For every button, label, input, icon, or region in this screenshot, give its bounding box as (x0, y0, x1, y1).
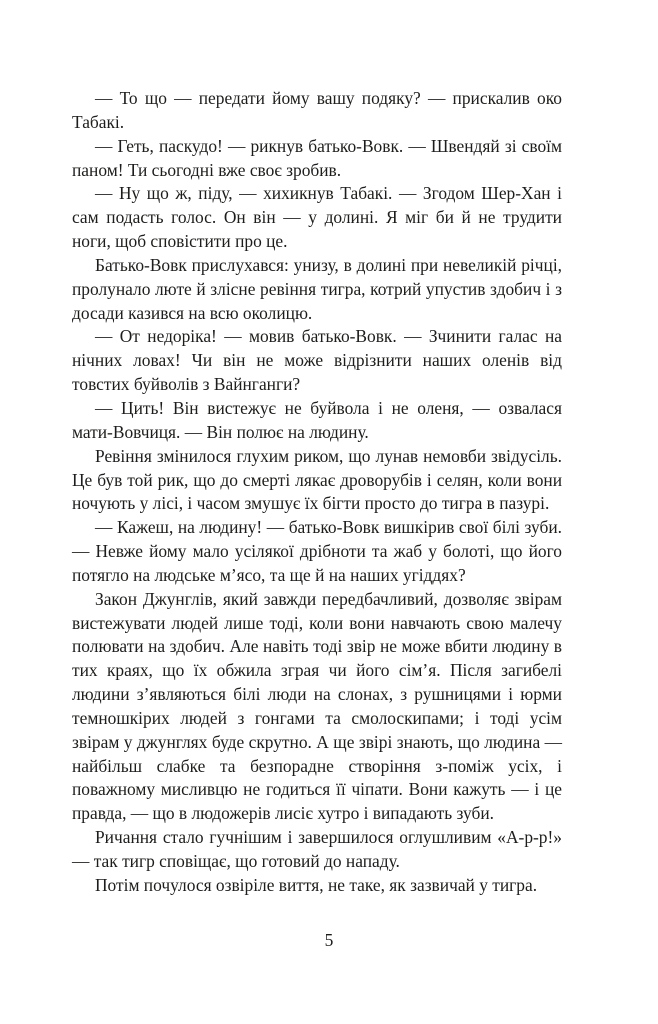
paragraph: Батько-Вовк прислухався: унизу, в долині при невеликій річці, пролунало люте й злісне ревіння тигра, котрий упустив здобич і з досади казився на всю околицю. (72, 254, 562, 323)
page-number: 5 (324, 930, 334, 950)
paragraph: Потім почулося озвіріле виття, не таке, як зазвичай у тигра. (95, 874, 538, 895)
paragraph: Ричання стало гучнішим і завершилося оглушливим «А-р-р!» — так тигр сповіщає, що готовий до нападу. (72, 827, 562, 871)
paragraph: — Цить! Він вистежує не буйвола і не оленя, — озвалася мати-Вовчиця. — Він полює на людину. (72, 397, 562, 442)
page-text (72, 87, 562, 898)
paragraph: — То що — передати йому вашу подяку? — прискалив око Табакі. (72, 88, 562, 132)
paragraph: — Геть, паскудо! — рикнув батько-Вовк. — Швендяй зі своїм паном! Ти сьогодні вже своє зробив. (72, 135, 562, 180)
paragraph: — Ну що ж, піду, — хихикнув Табакі. — Згодом Шер-Хан і сам подасть голос. Он він — у долині. Я міг би й не трудити ноги, щоб сповістити про це. (72, 183, 562, 252)
paragraph: — Кажеш, на людину! — батько-Вовк вишкірив свої білі зуби. — Невже йому мало усілякої дрібноти та жаб у болоті, що його потягло на людське м’ясо, та ще й на наших угіддях? (72, 517, 562, 585)
paragraph: Закон Джунглів, який завжди передбачливий, дозволяє звірам вистежувати людей лише тоді, коли вони навчають свою малечу полювати на здобич. Але навіть тоді звір не може вбити людину в тих краях, що їх обжила зграя чи його сім’я. Після загибелі людини з’являються білі люди на слонах, з рушницями і юрми темношкірих людей з гонгами та смолоскипами; і тоді усім звірам у джунглях буде скрутно. А ще звірі знають, що людина — найбільш слабке та безпорадне створіння з-поміж усіх, і поважному мисливцю не годиться її чіпати. Вони кажуть — і це правда, — що в людожерів лисіє хутро і випадають зуби. (72, 588, 562, 824)
paragraph: Ревіння змінилося глухим риком, що лунав немовби звідусіль. Це був той рик, що до смерті лякає дроворубів і селян, коли вони ночують у лісі, і часом змушує їх бігти просто до тигра в пазурі. (72, 445, 562, 514)
paragraph: — От недоріка! — мовив батько-Вовк. — Зчинити галас на нічних ловах! Чи він не може відрізнити наших оленів від товстих буйволів з Вайнганги? (72, 326, 562, 395)
